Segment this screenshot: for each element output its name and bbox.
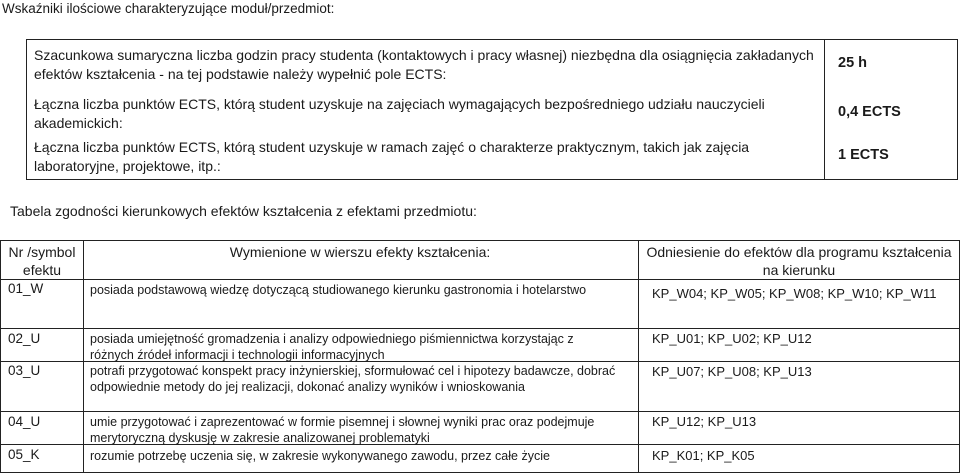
row-symbol: 04_U [8,414,41,429]
table-caption: Tabela zgodności kierunkowych efektów kształcenia z efektami przedmiotu: [10,203,477,219]
row-reference: KP_U12; KP_U13 [652,414,757,429]
ects-direct-value: 0,4 ECTS [838,104,901,120]
ects-box [26,39,958,180]
row-reference: KP_U01; KP_U02; KP_U12 [652,331,812,346]
header-symbol: Nr /symbol efektu [8,244,76,278]
row-effect: posiada umiejętność gromadzenia i analizy odpowiedniego piśmiennictwa korzystając z różnych źródeł informacji i technologii informacyjnych [90,332,574,362]
row-reference: KP_K01; KP_K05 [652,448,755,463]
row-reference: KP_U07; KP_U08; KP_U13 [652,364,812,379]
row-symbol: 02_U [8,331,41,346]
row-effect: umie przygotować i zaprezentować w formie pisemnej i słownej wyniki prac oraz podejmuje merytoryczną dyskusję w zakresie analizowanej problematyki [90,415,595,445]
section-title: Wskaźniki ilościowe charakteryzujące moduł/przedmiot: [2,1,335,16]
row-symbol: 01_W [8,281,44,296]
header-reference: Odniesienie do efektów dla programu kształcenia na kierunku [646,244,952,278]
row-effect: rozumie potrzebę uczenia się, w zakresie wykonywanego zawodu, przez całe życie [90,449,550,463]
row-symbol: 03_U [8,363,41,378]
ects-practical-value: 1 ECTS [838,147,889,163]
ects-practical-text: Łączna liczba punktów ECTS, którą student uzyskuje w ramach zajęć o charakterze praktycznym, takich jak zajęcia laboratoryjne, projektowe, itp.: [34,139,750,174]
row-effect: potrafi przygotować konspekt pracy inżynierskiej, sformułować cel i hipotezy badawcze, dobrać odpowiednie metody do jej realizacji, dokonać analizy wyników i wnioskowania [90,364,616,394]
ects-direct-text: Łączna liczba punktów ECTS, którą student uzyskuje na zajęciach wymagających bezpośredniego udziału nauczycieli akademickich: [34,96,765,131]
effects-table [0,240,960,473]
ects-hours-value: 25 h [838,55,868,71]
header-effects: Wymienione w wierszu efekty kształcenia: [229,244,491,260]
row-symbol: 05_K [8,447,40,462]
row-reference: KP_W04; KP_W05; KP_W08; KP_W10; KP_W11 [652,286,937,301]
row-effect: posiada podstawową wiedzę dotyczącą studiowanego kierunku gastronomia i hotelarstwo [90,283,587,297]
ects-intro-text: Szacunkowa sumaryczna liczba godzin pracy studenta (kontaktowych i pracy własnej) niezbędna dla osiągnięcia zakładanych efektów kształcenia - na tej podstawie należy wypełnić pole ECTS: [34,47,814,82]
